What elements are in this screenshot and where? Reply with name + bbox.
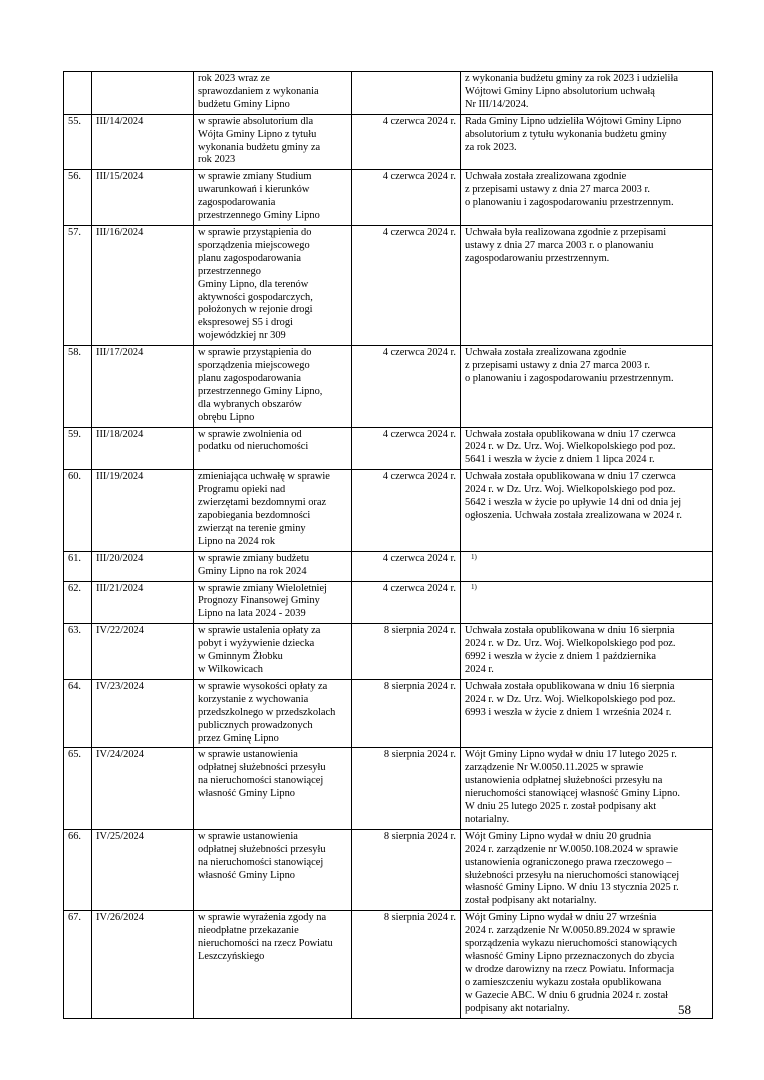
row-number-cell-text: 63. (68, 625, 81, 637)
implementation-note-cell (461, 624, 713, 680)
adoption-date-cell (352, 748, 461, 829)
resolution-number-cell-text: III/15/2024 (96, 171, 144, 183)
resolution-number-cell (92, 624, 194, 680)
resolution-title-cell-text: w sprawie ustanowienia odpłatnej służebności przesyłu na nieruchomości stanowiącej własność Gminy Lipno (198, 749, 326, 800)
adoption-date-cell (352, 551, 461, 581)
resolution-title-cell-text: w sprawie przystąpienia do sporządzenia miejscowego planu zagospodarowania przestrzennego Gminy Lipno, dla wybranych obszarów obrębu Lipno (198, 347, 323, 423)
resolution-number-cell (92, 551, 194, 581)
row-number-cell-text: 64. (68, 680, 81, 692)
row-number-cell-text: 59. (68, 428, 81, 440)
implementation-note-cell-text: Uchwała została opublikowana w dniu 16 sierpnia 2024 r. w Dz. Urz. Woj. Wielkopolskiego pod poz. 6992 i weszła w życie z dniem 1 października 2024 r. (465, 625, 676, 675)
resolution-title-cell (194, 114, 352, 170)
row-number-cell (64, 427, 92, 470)
table-row (64, 346, 713, 427)
resolutions-table-body (64, 72, 713, 1019)
resolution-title-cell-text: zmieniająca uchwałę w sprawie Programu opieki nad zwierzętami bezdomnymi oraz zapobiegania bezdomności zwierząt na terenie gminy Lipno na 2024 rok (198, 471, 330, 547)
resolution-title-cell-text: w sprawie ustanowienia odpłatnej służebności przesyłu na nieruchomości stanowiącej własność Gminy Lipno (198, 830, 326, 881)
page-number: 58 (678, 1002, 691, 1017)
implementation-note-cell-text: Uchwała została zrealizowana zgodnie z przepisami ustawy z dnia 27 marca 2003 r. o planowaniu i zagospodarowaniu przestrzennym. (465, 347, 674, 384)
resolution-number-cell-text: III/19/2024 (96, 471, 144, 483)
implementation-note-cell (461, 581, 713, 624)
row-number-cell (64, 170, 92, 226)
resolution-number-cell-text: IV/23/2024 (96, 680, 144, 692)
table-row (64, 581, 713, 624)
adoption-date-cell-text: 4 czerwca 2024 r. (382, 226, 456, 238)
adoption-date-cell (352, 470, 461, 551)
row-number-cell (64, 748, 92, 829)
adoption-date-cell (352, 72, 461, 115)
resolution-number-cell-text: IV/25/2024 (96, 830, 144, 842)
adoption-date-cell (352, 170, 461, 226)
table-row (64, 679, 713, 748)
resolution-title-cell (194, 679, 352, 748)
adoption-date-cell (352, 624, 461, 680)
implementation-note-cell (461, 170, 713, 226)
adoption-date-cell-text: 4 czerwca 2024 r. (382, 115, 456, 127)
resolution-title-cell (194, 748, 352, 829)
row-number-cell (64, 829, 92, 910)
adoption-date-cell (352, 679, 461, 748)
implementation-note-cell-text: Uchwała była realizowana zgodnie z przepisami ustawy z dnia 27 marca 2003 r. o planowaniu zagospodarowaniu przestrzennym. (465, 226, 667, 264)
resolution-number-cell (92, 581, 194, 624)
adoption-date-cell-text: 4 czerwca 2024 r. (382, 471, 456, 483)
implementation-note-cell-text: z wykonania budżetu gminy za rok 2023 i udzieliła Wójtowi Gminy Lipno absolutorium uchwałą Nr III/14/2024. (465, 73, 678, 110)
table-row (64, 551, 713, 581)
resolution-number-cell (92, 225, 194, 345)
resolution-title-cell (194, 170, 352, 226)
implementation-note-cell-text: Uchwała została opublikowana w dniu 17 czerwca 2024 r. w Dz. Urz. Woj. Wielkopolskiego pod poz. 5641 i weszła w życie z dniem 1 lipca 2024 r. (465, 428, 676, 466)
resolution-number-cell (92, 72, 194, 115)
resolution-number-cell-text: IV/22/2024 (96, 625, 144, 637)
resolution-number-cell (92, 114, 194, 170)
adoption-date-cell-text: 8 sierpnia 2024 r. (383, 749, 456, 761)
resolution-number-cell (92, 470, 194, 551)
resolution-number-cell-text: III/21/2024 (96, 582, 144, 594)
footnote-marker: 1) (471, 582, 477, 591)
resolution-title-cell-text: w sprawie absolutorium dla Wójta Gminy Lipno z tytułu wykonania budżetu gminy za rok 2023 (198, 115, 321, 166)
resolution-title-cell-text: w sprawie ustalenia opłaty za pobyt i wyżywienie dziecka w Gminnym Żłobku w Wilkowicach (198, 625, 321, 675)
resolution-number-cell (92, 170, 194, 226)
resolution-title-cell-text: w sprawie zwolnienia od podatku od nieruchomości (198, 428, 309, 453)
table-row (64, 911, 713, 1018)
resolution-title-cell (194, 911, 352, 1018)
implementation-note-cell-text: Rada Gminy Lipno udzieliła Wójtowi Gminy Lipno absolutorium z tytułu wykonania budżetu gminy za rok 2023. (465, 115, 682, 153)
row-number-cell-text: 56. (68, 171, 81, 183)
implementation-note-cell-text: Uchwała została opublikowana w dniu 17 czerwca 2024 r. w Dz. Urz. Woj. Wielkopolskiego pod poz. 5642 i weszła w życie po upływie 14 dni od dnia jej ogłoszenia. Uchwała została zrealizowana w 2024 r. (465, 471, 682, 521)
row-number-cell (64, 114, 92, 170)
resolutions-table (63, 71, 713, 1019)
row-number-cell (64, 470, 92, 551)
row-number-cell-text: 65. (68, 749, 81, 761)
resolution-title-cell (194, 346, 352, 427)
resolution-title-cell (194, 427, 352, 470)
row-number-cell-text: 61. (68, 552, 81, 564)
table-row (64, 470, 713, 551)
resolution-number-cell (92, 427, 194, 470)
resolution-title-cell-text: w sprawie zmiany Wieloletniej Prognozy Finansowej Gminy Lipno na lata 2024 - 2039 (198, 582, 327, 620)
adoption-date-cell (352, 829, 461, 910)
implementation-note-cell (461, 225, 713, 345)
row-number-cell (64, 911, 92, 1018)
resolution-title-cell-text: w sprawie wysokości opłaty za korzystanie z wychowania przedszkolnego w przedszkolach publicznych prowadzonych przez Gminę Lipno (198, 680, 336, 744)
table-row (64, 829, 713, 910)
row-number-cell-text: 60. (68, 471, 81, 483)
implementation-note-cell-text: Wójt Gminy Lipno wydał w dniu 27 września 2024 r. zarządzenie Nr W.0050.89.2024 w sprawie sporządzenia wykazu nieruchomości stanowiących własność Gminy Lipno przeznaczonych do zbycia w drodze darowizny na rzecz Powiatu. Informacja o zamieszczeniu wykazu została opublikowana w Gazecie ABC. W dniu 6 grudnia 2024 r. został podpisany akt notarialny. (465, 912, 678, 1014)
adoption-date-cell-text: 8 sierpnia 2024 r. (383, 912, 456, 924)
resolution-number-cell (92, 911, 194, 1018)
resolution-number-cell-text: III/16/2024 (96, 226, 144, 238)
implementation-note-cell (461, 427, 713, 470)
resolution-title-cell-text: rok 2023 wraz ze sprawozdaniem z wykonania budżetu Gminy Lipno (198, 73, 319, 110)
adoption-date-cell-text: 4 czerwca 2024 r. (382, 428, 456, 440)
resolution-number-cell-text: IV/24/2024 (96, 749, 144, 761)
row-number-cell (64, 581, 92, 624)
implementation-note-cell (461, 911, 713, 1018)
row-number-cell-text: 55. (68, 115, 81, 127)
footnote-marker: 1) (471, 552, 477, 561)
implementation-note-cell-text: Wójt Gminy Lipno wydał w dniu 17 lutego 2025 r. zarządzenie Nr W.0050.11.2025 w sprawie ustanowienia odpłatnej służebności przesyłu na nieruchomości stanowiącej własność Gminy Lipno. W dniu 25 lutego 2025 r. został podpisany akt notarialny. (465, 749, 680, 825)
resolution-number-cell (92, 829, 194, 910)
resolution-title-cell-text: w sprawie zmiany budżetu Gminy Lipno na rok 2024 (198, 552, 310, 577)
resolution-title-cell (194, 829, 352, 910)
table-row (64, 225, 713, 345)
row-number-cell-text: 62. (68, 582, 81, 594)
resolution-title-cell (194, 551, 352, 581)
resolution-title-cell (194, 470, 352, 551)
resolution-number-cell-text: III/18/2024 (96, 428, 144, 440)
resolution-number-cell-text: III/17/2024 (96, 347, 144, 359)
adoption-date-cell-text: 4 czerwca 2024 r. (382, 171, 456, 183)
adoption-date-cell-text: 4 czerwca 2024 r. (382, 347, 456, 359)
resolution-title-cell (194, 225, 352, 345)
row-number-cell (64, 624, 92, 680)
resolution-title-cell (194, 72, 352, 115)
implementation-note-cell-text: Uchwała została opublikowana w dniu 16 sierpnia 2024 r. w Dz. Urz. Woj. Wielkopolskiego pod poz. 6993 i weszła w życie z dniem 1 września 2024 r. (465, 680, 676, 718)
row-number-cell (64, 346, 92, 427)
adoption-date-cell-text: 4 czerwca 2024 r. (382, 552, 456, 564)
implementation-note-cell (461, 829, 713, 910)
table-row (64, 114, 713, 170)
row-number-cell-text: 67. (68, 912, 81, 924)
implementation-note-cell (461, 470, 713, 551)
resolution-number-cell-text: III/14/2024 (96, 115, 144, 127)
adoption-date-cell (352, 114, 461, 170)
implementation-note-cell (461, 551, 713, 581)
row-number-cell-text: 57. (68, 226, 81, 238)
implementation-note-cell (461, 748, 713, 829)
row-number-cell (64, 679, 92, 748)
row-number-cell-text: 58. (68, 347, 81, 359)
table-row (64, 72, 713, 115)
implementation-note-cell (461, 679, 713, 748)
resolution-number-cell (92, 346, 194, 427)
resolution-title-cell (194, 624, 352, 680)
implementation-note-cell (461, 72, 713, 115)
row-number-cell (64, 551, 92, 581)
resolution-title-cell-text: w sprawie przystąpienia do sporządzenia miejscowego planu zagospodarowania przestrzennego Gminy Lipno, dla terenów aktywności gospodarczych, położonych w rejonie drogi ekspresowej S5 i drogi wojewódzkiej nr 309 (198, 226, 313, 342)
resolution-title-cell-text: w sprawie zmiany Studium uwarunkowań i kierunków zagospodarowania przestrzennego Gminy Lipno (198, 171, 320, 222)
table-row (64, 170, 713, 226)
table-row (64, 624, 713, 680)
implementation-note-cell-text: Wójt Gminy Lipno wydał w dniu 20 grudnia 2024 r. zarządzenie nr W.0050.108.2024 w sprawie ustanowienia ograniczonego prawa rzeczowego – służebności przesyłu na nieruchomości stanowiącej własność Gminy Lipno. W dniu 13 stycznia 2025 r. został podpisany akt notarialny. (465, 830, 680, 907)
row-number-cell (64, 72, 92, 115)
implementation-note-cell-text: Uchwała została zrealizowana zgodnie z przepisami ustawy z dnia 27 marca 2003 r. o planowaniu i zagospodarowaniu przestrzennym. (465, 171, 674, 209)
adoption-date-cell (352, 581, 461, 624)
adoption-date-cell (352, 225, 461, 345)
adoption-date-cell-text: 8 sierpnia 2024 r. (383, 680, 456, 692)
adoption-date-cell (352, 911, 461, 1018)
resolution-number-cell (92, 679, 194, 748)
adoption-date-cell-text: 8 sierpnia 2024 r. (383, 625, 456, 637)
table-row (64, 427, 713, 470)
row-number-cell (64, 225, 92, 345)
adoption-date-cell (352, 346, 461, 427)
adoption-date-cell (352, 427, 461, 470)
implementation-note-cell (461, 346, 713, 427)
resolution-number-cell (92, 748, 194, 829)
resolution-title-cell-text: w sprawie wyrażenia zgody na nieodpłatne przekazanie nieruchomości na rzecz Powiatu Leszczyńskiego (198, 912, 333, 962)
row-number-cell-text: 66. (68, 830, 81, 842)
table-row (64, 748, 713, 829)
adoption-date-cell-text: 8 sierpnia 2024 r. (383, 830, 456, 842)
implementation-note-cell (461, 114, 713, 170)
resolution-title-cell (194, 581, 352, 624)
resolution-number-cell-text: III/20/2024 (96, 552, 144, 564)
adoption-date-cell-text: 4 czerwca 2024 r. (382, 582, 456, 594)
resolution-number-cell-text: IV/26/2024 (96, 912, 144, 924)
